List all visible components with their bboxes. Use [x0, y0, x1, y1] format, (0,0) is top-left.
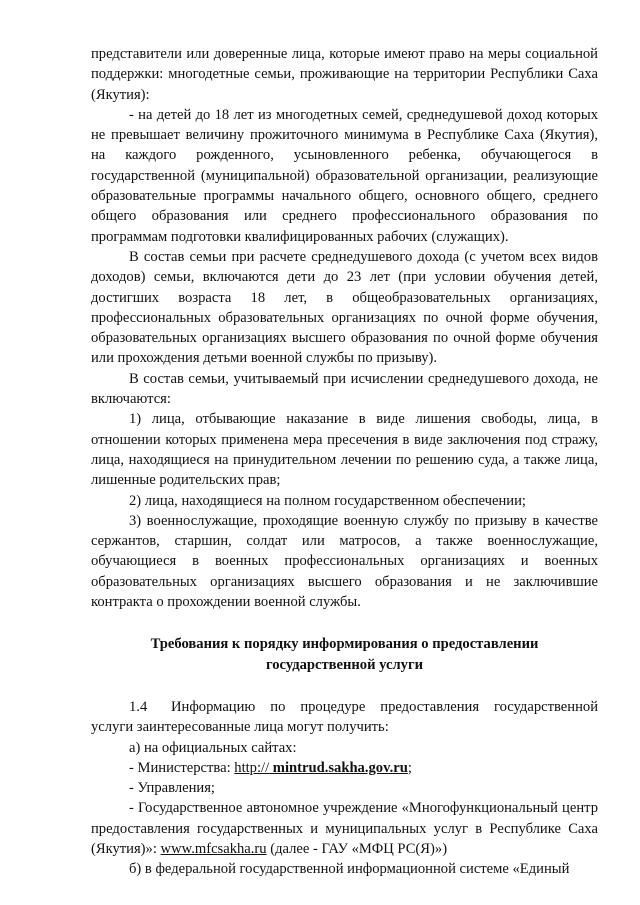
- paragraph: представители или доверенные лица, которые имеют право на меры социальной поддержки: многодетные семьи, проживающие на территории Республики Саха (Якутия):: [91, 46, 598, 103]
- section-heading-line: Требования к порядку информирования о предоставлении: [150, 636, 539, 653]
- ministry-label: - Министерства:: [129, 759, 235, 776]
- list-item: 3) военнослужащие, проходящие военную службу по призыву в качестве сержантов, старшин, солдат или матросов, а также военнослужащие, обучающиеся в военных профессиональных организациях и военных образовательных организациях высшего образования и не заключившие контракта о прохождении военной службы.: [91, 512, 598, 611]
- list-item: б) в федеральной государственной информационной системе «Единый: [129, 861, 570, 878]
- list-item: - Управления;: [129, 780, 215, 797]
- list-item-gau: [91, 798, 598, 859]
- document-page: [91, 44, 598, 880]
- ministry-link[interactable]: mintrud.sakha.gov.ru: [269, 759, 408, 776]
- section-heading-line: государственной услуги: [265, 656, 424, 673]
- gau-suffix: (далее - ГАУ «МФЦ РС(Я)»): [266, 840, 448, 857]
- spacer: [91, 612, 598, 634]
- ministry-link-http[interactable]: http://: [234, 759, 270, 776]
- section-number: 1.4: [129, 698, 148, 715]
- section-heading: [91, 634, 598, 675]
- paragraph: В состав семьи при расчете среднедушевого дохода (с учетом всех видов доходов) семьи, включаются дети до 23 лет (при условии обучения детей, достигших возраста 18 лет, в общеобразовательных организациях, профессиональных образовательных организациях по очной форме обучения, образовательных организациях высшего образования по очной форме обучения или прохождения детьми военной службы по призыву).: [91, 248, 598, 367]
- spacer: [91, 675, 598, 697]
- list-item-ministry: [91, 758, 598, 778]
- ministry-suffix: ;: [407, 759, 412, 776]
- list-item: 2) лица, находящиеся на полном государственном обеспечении;: [129, 492, 526, 509]
- list-item: а) на официальных сайтах:: [129, 739, 297, 756]
- section-paragraph: [91, 697, 598, 738]
- gau-text: - Государственное автономное учреждение «Многофункциональный центр предоставления государственных и муниципальных услуг в Республике Саха (Якутия)»:: [91, 800, 598, 857]
- gau-link[interactable]: www.mfcsakha.ru: [160, 840, 267, 857]
- section-text: Информацию по процедуре предоставления государственной услуги заинтересованные лица могут получить:: [91, 698, 598, 736]
- paragraph: В состав семьи, учитываемый при исчислении среднедушевого дохода, не включаются:: [91, 370, 598, 408]
- paragraph: - на детей до 18 лет из многодетных семей, среднедушевой доход которых не превышает величину прожиточного минимума в Республике Саха (Якутия), на каждого рожденного, усыновленного ребенка, обучающегося в государственной (муниципальной) образовательной организации, реализующие образовательные программы начального общего, основного общего, среднего общего образования или среднего профессионального образования по программам подготовки квалифицированных рабочих (служащих).: [91, 106, 598, 245]
- list-item: 1) лица, отбывающие наказание в виде лишения свободы, лица, в отношении которых применена мера пресечения в виде заключения под стражу, лица, находящиеся на принудительном лечении по решению суда, а также лица, лишенные родительских прав;: [91, 411, 598, 489]
